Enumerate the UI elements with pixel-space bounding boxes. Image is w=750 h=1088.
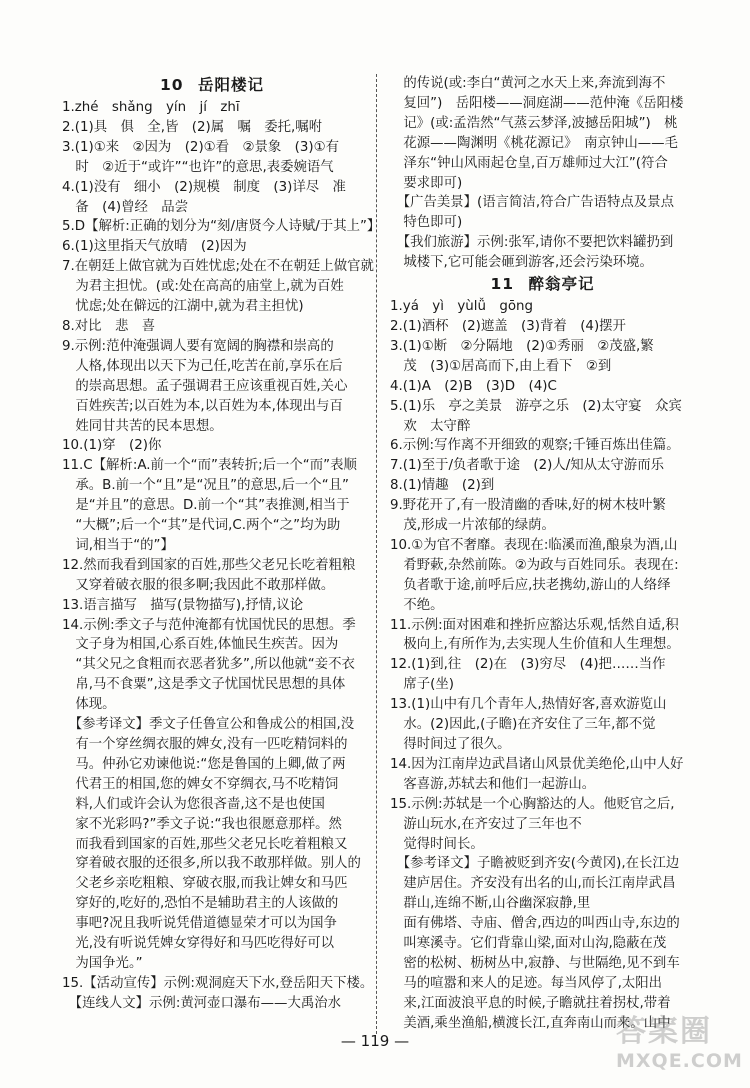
- answer-line: 水。(2)因此,(子瞻)在齐安住了三年,都不觉: [390, 717, 656, 733]
- answer-line: 觉得时间长。: [390, 836, 484, 852]
- answer-line: 为君主担忧。(或:处在高高的庙堂上,就为百姓: [62, 279, 344, 295]
- answer-line: 13.语言描写 描写(景物描写),抒情,议论: [62, 597, 304, 613]
- answer-line: 承。B.前一个“且”是“况且”的意思,后一个“且”: [62, 478, 349, 494]
- answer-line: 时 ②近于“或许”“也许”的意思,表委婉语气: [62, 159, 334, 175]
- answer-line: 体现。: [62, 697, 116, 713]
- answer-line: 4.(1)A (2)B (3)D (4)C: [390, 378, 557, 394]
- answer-line: 人格,体现出以天下为己任,吃苦在前,享乐在后: [62, 358, 343, 374]
- answer-line: 15.示例:苏轼是一个心胸豁达的人。他贬官之后,: [390, 796, 675, 812]
- answer-line: 不绝。: [390, 597, 444, 613]
- answer-line: 12.然而我看到国家的百姓,那些父老兄长吃着粗粮: [62, 557, 356, 573]
- watermark-text-top: 答案圈: [616, 1014, 712, 1049]
- answer-line: 是“并且”的意思。D.前一个“其”表推测,相当于: [62, 498, 350, 514]
- answer-line: 叫寒溪寺。它们背靠山梁,面对山沟,隐蔽在茂: [390, 936, 667, 952]
- answer-line: 8.(1)情趣 (2)到: [390, 478, 495, 494]
- answer-line: 9.示例:范仲淹强调人要有宽阔的胸襟和崇高的: [62, 338, 334, 354]
- page-number: — 119 —: [340, 1032, 410, 1050]
- answer-line: 料,人们或许会认为您很吝啬,这不是也使国: [62, 796, 325, 812]
- answer-line: 负者歌于途,前呼后应,扶老携幼,游山的人络绎: [390, 577, 671, 593]
- answer-line: 来,江面波浪平息的时候,子瞻就拄着拐杖,带着: [390, 995, 671, 1011]
- answer-line: 10.(1)穿 (2)你: [62, 438, 162, 454]
- answer-line: 【参考译文】季文子任鲁宣公和鲁成公的相国,没: [62, 717, 355, 733]
- answer-line: 6.(1)这里指天气放晴 (2)因为: [62, 239, 247, 255]
- answer-line: 有一个穿丝绸衣服的婢女,没有一匹吃精饲料的: [62, 737, 348, 752]
- answer-line: 而我看到国家的百姓,那些父老兄长吃着粗粮又: [62, 836, 348, 852]
- answer-line: 穿好的,吃好的,恐怕不是辅助君主的人该做的: [62, 896, 339, 912]
- answer-line: 9.野花开了,有一股清幽的香味,好的树木枝叶繁: [390, 498, 666, 514]
- answer-line: 14.示例:季文子与范仲淹都有忧国忧民的思想。季: [62, 617, 356, 633]
- watermark-text-bottom: MXQE.COM: [616, 1050, 743, 1072]
- answer-line: 11.C【解析:A.前一个“而”表转折;后一个“而”表顺: [62, 458, 357, 474]
- answer-line: 又穿着破衣服的很多啊;我因此不敢那样做。: [62, 577, 335, 593]
- answer-line: 【参考译文】子瞻被贬到齐安(今黄冈),在长江边: [390, 856, 680, 872]
- answer-line: 姓同甘共苦的民本思想。: [62, 418, 223, 434]
- answer-line: 茂,形成一片浓郁的绿荫。: [390, 518, 555, 534]
- left-answer-lines: [62, 98, 381, 1014]
- answer-line: 2.(1)具 俱 全,皆 (2)属 嘱 委托,嘱咐: [62, 119, 323, 135]
- answer-line: 特色即可): [390, 215, 463, 231]
- answer-line: “大概”;后一个“其”是代词,C.两个“之”均为助: [62, 518, 341, 534]
- answer-line: 马的喧嚣和来人的足迹。每当风停了,太阳出: [390, 975, 663, 991]
- answer-line: 建庐居住。齐安没有出名的山,而长江南岸武昌: [390, 876, 676, 892]
- right-answer-lines-top: [390, 74, 695, 273]
- answer-line: 游山玩水,在齐安过了三年也不: [390, 816, 582, 832]
- answer-line: 8.对比 悲 喜: [62, 318, 156, 334]
- answer-line: 要求即可): [390, 175, 463, 191]
- answer-line: 席子(坐): [390, 677, 455, 693]
- right-answer-lines-bottom: [390, 297, 695, 1034]
- answer-line: 【连线人文】示例:黄河壶口瀑布——大禹治水: [62, 995, 342, 1011]
- answer-line: 父老乡亲吃粗粮、穿破衣服,而我让婢女和马匹: [62, 876, 348, 892]
- answer-line: “其父兄之食粗而衣恶者犹多”,所以他就“妾不衣: [62, 657, 355, 673]
- answer-line: 备 (4)曾经 品尝: [62, 199, 189, 215]
- answer-line: 【广告美景】(语言简洁,符合广告语特点及景点: [390, 195, 674, 211]
- answer-line: 7.(1)至于/负者歌于途 (2)人/知从太守游而乐: [390, 458, 664, 474]
- answer-line: 的崇高思想。孟子强调君王应该重视百姓,关心: [62, 378, 348, 394]
- answer-line: 代君王的相国,您的婢女不穿绸衣,马不吃精饲: [62, 776, 339, 792]
- answer-line: 6.示例:写作离不开细致的观察;千锤百炼出佳篇。: [390, 438, 680, 454]
- answer-line: 1.yá yì yùlǚ gōng: [390, 299, 534, 315]
- answer-line: 光,没有听说凭婢女穿得好和马匹吃得好可以: [62, 936, 335, 952]
- answer-line: 10.①为官不奢靡。表现在:临溪而渔,酿泉为酒,山: [390, 537, 678, 553]
- answer-line: 家不光彩吗?”季文子说:“我也很愿意那样。然: [62, 816, 342, 832]
- answer-line: 15.【活动宣传】示例:观洞庭天下水,登岳阳天下楼。: [62, 975, 374, 991]
- answer-line: 5.D【解析:正确的划分为“刻/唐贤今人诗赋/于其上”】: [62, 219, 381, 235]
- left-column: [62, 74, 381, 1014]
- section-title-10: [62, 74, 362, 96]
- answer-line: 12.(1)到,往 (2)在 (3)穷尽 (4)把……当作: [390, 657, 666, 673]
- answer-line: 5.(1)乐 亭之美景 游亭之乐 (2)太守宴 众宾: [390, 398, 682, 414]
- section-number: 11: [490, 275, 515, 294]
- answer-line: 得时间过了很久。: [390, 737, 511, 752]
- answer-line: 忧虑;处在僻远的江湖中,就为君主担忧): [62, 299, 304, 315]
- answer-line: 群山,连绵不断,山谷幽深寂静,里: [390, 896, 591, 912]
- answer-line: 【我们旅游】示例:张军,请你不要把饮料罐扔到: [390, 235, 674, 251]
- answer-line: 2.(1)酒杯 (2)遮盖 (3)背着 (4)摆开: [390, 318, 626, 334]
- answer-line: 复回”) 岳阳楼——洞庭湖——范仲淹《岳阳楼: [390, 95, 684, 111]
- answer-line: 记》(或:孟浩然“气蒸云梦泽,波撼岳阳城”) 桃: [390, 115, 678, 131]
- answer-line: 极向上,有所作为,去实现人生价值和人生理想。: [390, 637, 680, 653]
- answer-line: 面有佛塔、寺庙、僧舍,西边的叫西山寺,东边的: [390, 916, 680, 932]
- answer-line: 文子身为相国,心系百姓,体恤民生疾苦。因为: [62, 637, 339, 653]
- answer-line: 帛,马不食粟”,这是季文子忧国忧民思想的具体: [62, 677, 346, 693]
- answer-line: 穿着破衣服的还很多,所以我不敢那样做。别人的: [62, 856, 361, 872]
- answer-line: 3.(1)①来 ②因为 (2)①看 ②景象 (3)①有: [62, 139, 339, 155]
- answer-line: 14.因为江南岸边武昌诸山风景优美绝伦,山中人好: [390, 756, 684, 772]
- section-number: 10: [160, 76, 184, 94]
- answer-line: 百姓疾苦;以百姓为本,以百姓为本,体现出与百: [62, 398, 343, 414]
- answer-line: 13.(1)山中有几个青年人,热情好客,喜欢游览山: [390, 697, 667, 713]
- answer-line: 为国争光。”: [62, 955, 143, 971]
- answer-line: 的传说(或:李白“黄河之水天上来,奔流到海不: [390, 76, 666, 91]
- answer-line: 肴野蔌,杂然前陈。②为政与百姓同乐。表现在:: [390, 557, 679, 573]
- answer-line: 欢 太守醉: [390, 418, 471, 434]
- section-title-text: 醉翁亭记: [528, 275, 595, 294]
- answer-line: 城楼下,它可能会砸到游客,还会污染环境。: [390, 255, 653, 271]
- answer-line: 1.zhé shǎng yín jí zhī: [62, 100, 240, 115]
- answer-line: 美酒,乘坐渔船,横渡长江,直奔南山而来。山中: [390, 1015, 671, 1031]
- answer-line: 马。仲孙它劝谏他说:“您是鲁国的上卿,做了两: [62, 756, 346, 772]
- column-divider: [376, 74, 377, 1034]
- answer-line: 客喜游,苏轼去和他们一起游山。: [390, 776, 596, 792]
- answer-line: 茂 (3)①居高而下,由上看下 ②到: [390, 358, 612, 374]
- section-title-11: [390, 273, 695, 295]
- answer-line: 密的松树、枥树丛中,寂静、与世隔绝,见不到车: [390, 955, 680, 971]
- answer-line: 花源——陶渊明《桃花源记》 南京钟山——毛: [390, 135, 678, 151]
- watermark-logo: [616, 1006, 744, 1084]
- right-column: [390, 74, 695, 1034]
- answer-line: 7.在朝廷上做官就为百姓忧虑;处在不在朝廷上做官就: [62, 259, 374, 275]
- answer-line: 泽东“钟山风雨起仓皇,百万雄师过大江”(符合: [390, 155, 668, 171]
- answer-line: 3.(1)①断 ②分隔地 (2)①秀丽 ②茂盛,繁: [390, 338, 654, 354]
- answer-line: 词,相当于“的”】: [62, 537, 174, 553]
- answer-line: 事吧?况且我听说凭借道德显荣才可以为国争: [62, 916, 337, 932]
- answer-line: 4.(1)没有 细小 (2)规模 制度 (3)详尽 准: [62, 179, 346, 195]
- answer-line: 11.示例:面对困难和挫折应豁达乐观,恬然自适,积: [390, 617, 679, 633]
- section-title-text: 岳阳楼记: [197, 76, 264, 94]
